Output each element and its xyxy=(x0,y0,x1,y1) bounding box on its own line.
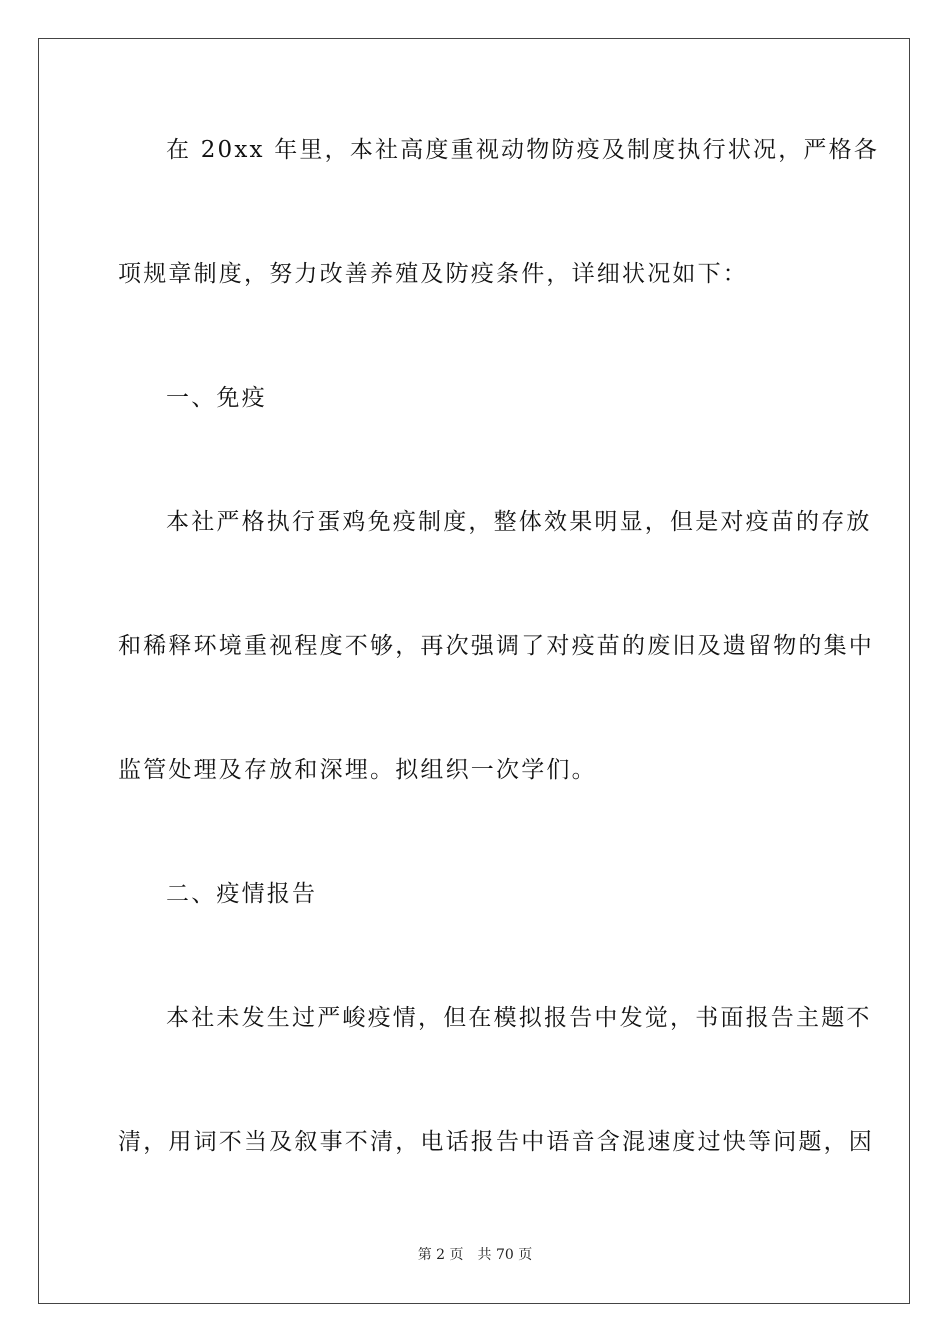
page-number: 第 2 页 xyxy=(417,1247,464,1263)
paragraph-line: 在 20xx 年里，本社高度重视动物防疫及制度执行状况，严格各 xyxy=(166,137,880,163)
page-footer xyxy=(0,1244,950,1264)
paragraph-line: 本社未发生过严峻疫情，但在模拟报告中发觉，书面报告主题不 xyxy=(166,1005,872,1031)
page-total: 共 70 页 xyxy=(477,1247,533,1263)
paragraph-line: 本社严格执行蛋鸡免疫制度，整体效果明显，但是对疫苗的存放 xyxy=(166,509,872,535)
paragraph-line: 清，用词不当及叙事不清，电话报告中语音含混速度过快等问题，因 xyxy=(118,1129,874,1155)
page-border xyxy=(38,38,910,1304)
section-heading-immunization: 一、免疫 xyxy=(166,385,267,411)
section-heading-epidemic-report: 二、疫情报告 xyxy=(166,881,318,907)
paragraph-line: 和稀释环境重视程度不够，再次强调了对疫苗的废旧及遗留物的集中 xyxy=(118,633,874,659)
paragraph-line: 监管处理及存放和深埋。拟组织一次学们。 xyxy=(118,757,597,783)
paragraph-line: 项规章制度，努力改善养殖及防疫条件，详细状况如下： xyxy=(118,261,748,287)
